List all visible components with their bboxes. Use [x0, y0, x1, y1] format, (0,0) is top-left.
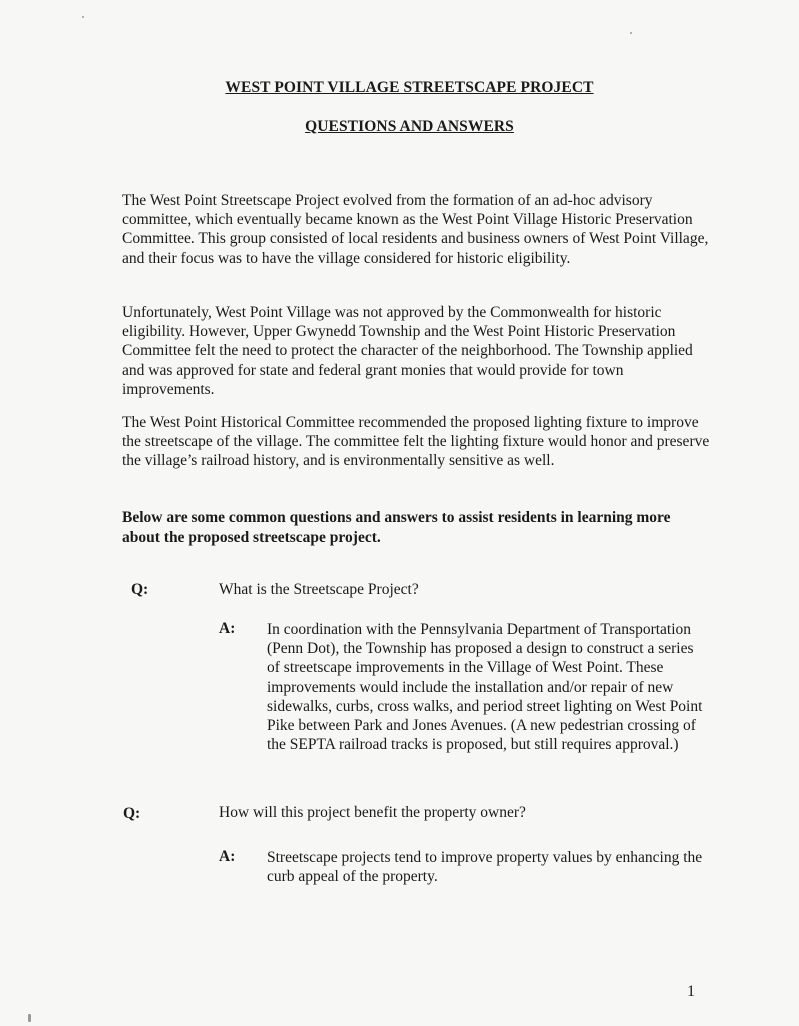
- document-title: WEST POINT VILLAGE STREETSCAPE PROJECT: [225, 79, 594, 96]
- answer-2: Streetscape projects tend to improve property values by enhancing the curb appeal of the property.: [267, 849, 703, 886]
- question-label-2: Q:: [123, 805, 141, 822]
- scan-speck: [630, 32, 632, 34]
- page-number: 1: [687, 983, 695, 1000]
- paragraph-2: Unfortunately, West Point Village was not approved by the Commonwealth for historic eligibility. However, Upper Gwynedd Township and the West Point Historic Preservation Committee felt the need to protect the character of the neighborhood. The Township applied and was approved for state and federal grant monies that would provide for town improvements.: [122, 304, 693, 398]
- document-subtitle: QUESTIONS AND ANSWERS: [305, 118, 514, 135]
- answer-1: In coordination with the Pennsylvania Department of Transportation (Penn Dot), the Township has proposed a design to construct a series of streetscape improvements in the Village of West Point. These improvements would include the installation and/or repair of new sidewalks, curbs, cross walks, and period street lighting on West Point Pike between Park and Jones Avenues. (A new pedestrian crossing of the SEPTA railroad tracks is proposed, but still requires approval.): [267, 621, 703, 754]
- question-1: What is the Streetscape Project?: [219, 581, 419, 598]
- scan-speck: [28, 1014, 31, 1022]
- intro-bold-paragraph: Below are some common questions and answers to assist residents in learning more about the proposed streetscape project.: [122, 509, 671, 546]
- paragraph-1: The West Point Streetscape Project evolved from the formation of an ad-hoc advisory committee, which eventually became known as the West Point Village Historic Preservation Committee. This group consisted of local residents and business owners of West Point Village, and their focus was to have the village considered for historic eligibility.: [122, 192, 709, 267]
- question-label-1: Q:: [131, 581, 149, 598]
- answer-label-1: A:: [219, 620, 236, 637]
- paragraph-3: The West Point Historical Committee recommended the proposed lighting fixture to improve the streetscape of the village. The committee felt the lighting fixture would honor and preserve the village’s railroad history, and is environmentally sensitive as well.: [122, 414, 710, 470]
- answer-label-2: A:: [219, 848, 236, 865]
- question-2: How will this project benefit the property owner?: [219, 804, 526, 821]
- scan-speck: [82, 16, 84, 18]
